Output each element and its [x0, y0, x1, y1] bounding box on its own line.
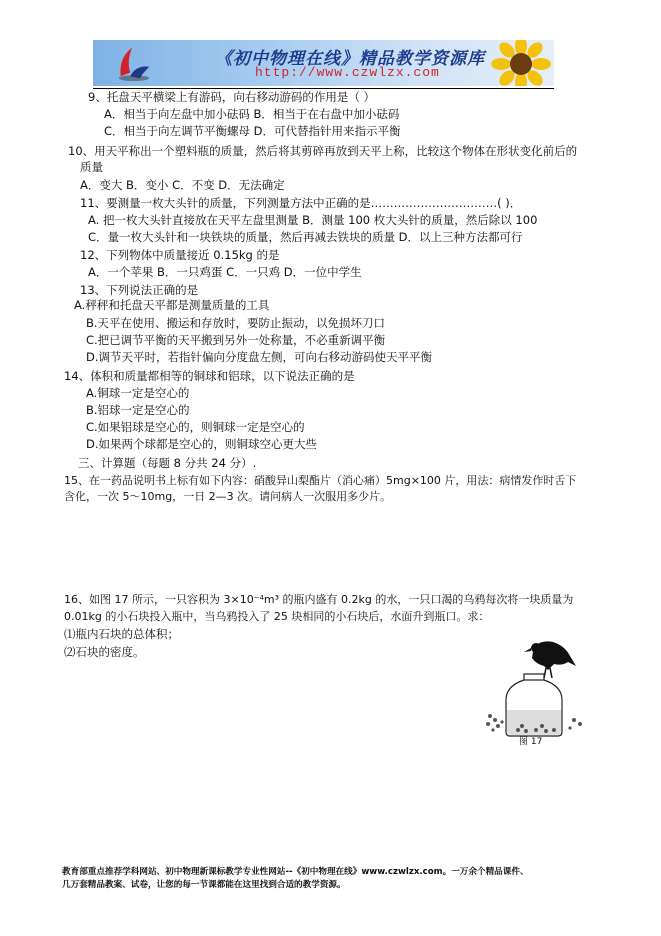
q13-option-a: A.秤秤和托盘天平都是测量质量的工具	[74, 298, 270, 312]
q13-stem: 13、下列说法正确的是	[80, 283, 199, 297]
section-heading: 三、计算题（每题 8 分共 24 分）.	[78, 456, 257, 470]
footer-line-2: 几万套精品教案、试卷，让您的每一节课都能在这里找到合适的教学资源。	[62, 880, 346, 890]
q14-option-d: D.如果两个球都是空心的，则铜球空心更大些	[86, 437, 318, 451]
site-logo-icon	[115, 44, 153, 82]
q14-option-b: B.铝球一定是空心的	[86, 403, 190, 417]
q15-stem-cont: 含化，一次 5～10mg，一日 2—3 次。请问病人一次服用多少片。	[64, 490, 392, 503]
q16-part1: ⑴瓶内石块的总体积；	[64, 627, 179, 641]
q10-options: A．变大 B．变小 C．不变 D．无法确定	[80, 178, 285, 192]
q9-options-ab: A．相当于向左盘中加小砝码 B．相当于在右盘中加小砝码	[104, 107, 400, 121]
q16-stem-cont: 0.01kg 的小石块投入瓶中，当乌鸦投入了 25 块相同的小石块后，水面升到瓶口。求：	[64, 610, 490, 623]
q11-options-ab: A. 把一枚大头针直接放在天平左盘里测量 B．测量 100 枚大头针的质量，然后除以 100	[88, 213, 538, 227]
header-banner	[93, 40, 554, 86]
q11-stem: 11、要测量一枚大头针的质量，下列测量方法中正确的是……………………………( )．	[80, 196, 522, 210]
q13-option-b: B.天平在使用、搬运和存放时，要防止振动，以免损坏刀口	[86, 316, 386, 330]
q9-options-cd: C．相当于向左调节平衡螺母 D．可代替指针用来指示平衡	[104, 124, 401, 138]
q12-options: A．一个苹果 B．一只鸡蛋 C．一只鸡 D．一位中学生	[88, 265, 362, 279]
footer-line-1: 教育部重点推荐学科网站、初中物理新课标教学专业性网站--《初中物理在线》www.czwlzx.com。一万余个精品课件、	[62, 867, 529, 877]
crow-icon	[524, 641, 576, 678]
q13-option-c: C.把已调节平衡的天平搬到另外一处称量，不必重新调平衡	[86, 333, 386, 347]
q14-option-c: C.如果铝球是空心的，则铜球一定是空心的	[86, 420, 305, 434]
q16-stem: 16、如图 17 所示，一只容积为 3×10⁻⁴m³ 的瓶内盛有 0.2kg 的水，一只口渴的乌鸦每次将一块质量为	[64, 593, 574, 606]
figure-caption: 图 17	[519, 737, 543, 747]
q14-stem: 14、体积和质量都相等的铜球和铝球，以下说法正确的是	[64, 369, 355, 383]
sunflower-icon	[491, 40, 551, 86]
banner-title: 《初中物理在线》精品教学资源库	[215, 49, 485, 69]
header-rule	[93, 88, 554, 89]
q15-stem: 15、在一药品说明书上标有如下内容：硝酸异山梨酯片（消心痛）5mg×100 片，用法：病情发作时舌下	[64, 474, 577, 487]
q10-stem-cont: 质量	[80, 160, 103, 174]
q13-option-d: D.调节天平时，若指针偏向分度盘左侧，可向右移动游码使天平平衡	[86, 350, 433, 364]
q11-options-cd: C．量一枚大头针和一块铁块的质量，然后再减去铁块的质量 D．以上三种方法都可行	[88, 230, 523, 244]
q16-part2: ⑵石块的密度。	[64, 645, 145, 659]
crow-jar-figure	[484, 636, 594, 748]
q9-stem: 9、托盘天平横梁上有游码，向右移动游码的作用是（ ）	[88, 90, 375, 104]
banner-url[interactable]: http://www.czwlzx.com	[255, 65, 440, 80]
q14-option-a: A.铜球一定是空心的	[86, 386, 190, 400]
q12-stem: 12、下列物体中质量接近 0.15kg 的是	[80, 248, 280, 262]
q10-stem: 10、用天平称出一个塑料瓶的质量，然后将其剪碎再放到天平上称，比较这个物体在形状变化前后的	[68, 144, 578, 158]
